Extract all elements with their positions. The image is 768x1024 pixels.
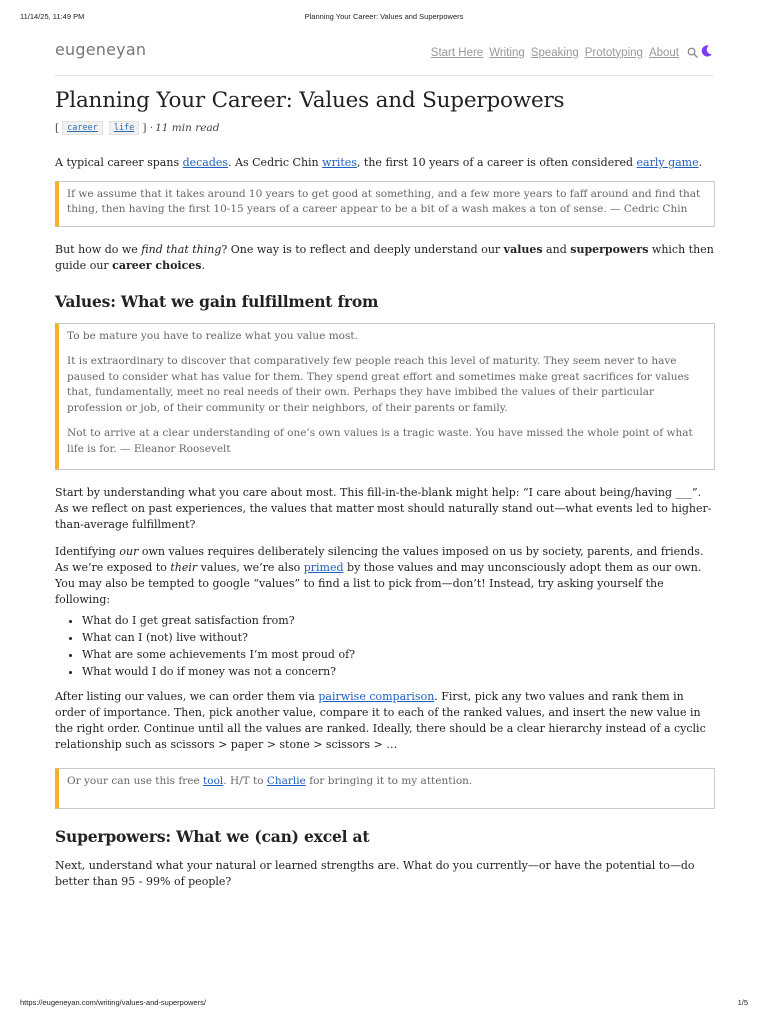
print-page-number: 1/5 [737,998,748,1007]
questions-list [55,613,715,680]
link-charlie[interactable]: Charlie [266,775,306,788]
text-span: by those values and may unconsciously adopt them as our own. You may also be tempted to google “values” to find a list to pick from—don’t! Instead, try asking yourself the following: [55,561,702,607]
text-span: . As Cedric Chin [228,155,323,169]
link-primed[interactable]: primed [303,561,344,575]
text-span: values, we’re also [197,561,304,575]
intro-paragraph [55,155,715,171]
nav-writing[interactable]: Writing [489,46,525,59]
quote-text: If we assume that it takes around 10 years to get good at something, and a few more years to faff around and find that thing, then having the first 10-15 years of a career appear to be a bit of a wash makes a ton of sense. — Cedric Chin [67,187,701,216]
text-span: for bringing it to my attention. [305,775,473,788]
nav-prototyping[interactable]: Prototyping [584,46,643,59]
print-footer [20,998,748,1010]
list-item: • What do I get great satisfaction from? [82,613,715,630]
text-span: But how do we [55,242,142,256]
quote-paragraph: Not to arrive at a clear understanding of one’s own values is a tragic waste. You have missed the whole point of what life is for. — Eleanor Roosevelt [67,427,693,455]
nav-speaking[interactable]: Speaking [530,46,579,59]
nav-about[interactable]: About [648,46,679,59]
bold-text: values [503,242,543,256]
quote-eleanor-roosevelt [55,323,715,471]
article-meta [55,121,715,135]
tag-life[interactable]: life [109,121,139,135]
meta-open-bracket: [ [55,121,60,134]
moon-icon[interactable] [700,43,713,62]
text-span: . [698,155,703,169]
text-span: Identifying [55,545,120,559]
find-that-thing-paragraph [55,242,715,274]
nav-start-here[interactable]: Start Here [430,46,484,59]
section-heading-values: Values: What we gain fulfillment from [55,291,379,311]
site-logo[interactable]: eugeneyan [55,40,147,59]
link-pairwise-comparison[interactable]: pairwise comparison [318,690,435,704]
link-writes[interactable]: writes [322,155,357,169]
article-title: Planning Your Career: Values and Superpowers [55,88,565,113]
site-nav [425,43,713,62]
print-url: https://eugeneyan.com/writing/values-and-superpowers/ [20,998,206,1007]
note-tool [55,768,715,809]
list-item: • What can I (not) live without? [82,630,715,647]
section-heading-superpowers: Superpowers: What we (can) excel at [55,826,370,846]
quote-cedric-chin [55,181,715,227]
link-tool[interactable]: tool [203,775,224,788]
text-span: and [542,242,571,256]
search-icon[interactable] [687,43,698,62]
tag-career[interactable]: career [62,121,103,135]
superpowers-paragraph: Next, understand what your natural or learned strengths are. What do you currently—or have the potential to—do better than 95 - 99% of people? [55,858,695,888]
text-span: After listing our values, we can order them via [55,690,319,704]
text-span: . H/T to [223,775,267,788]
meta-close-bracket: ] · [142,121,154,134]
link-early-game[interactable]: early game [636,155,699,169]
bold-text: superpowers [570,242,649,256]
print-page-title: Planning Your Career: Values and Superpowers [304,12,464,21]
text-span: , the first 10 years of a career is often considered [356,155,637,169]
pairwise-paragraph [55,689,715,753]
emphasis-text: their [170,561,198,575]
bold-text: career choices [112,258,202,272]
read-time: 11 min read [155,121,220,134]
print-header [20,12,748,24]
emphasis-text: our [119,545,139,559]
text-span: own values requires deliberately silencing the values imposed on us by society, parents, and friends. As we’re exposed to [55,545,704,575]
quote-paragraph: It is extraordinary to discover that comparatively few people reach this level of maturity. They seem never to have paused to consider what has value for them. They spend great effort and sometimes make great sacrifices for values that, fundamentally, meet no real needs of their own. Perhaps they have imbibed the values of their particular profession or job, of their community or their neighbors, of their parents or family. [67,355,690,414]
text-span: ? One way is to reflect and deeply understand our [221,242,504,256]
identifying-values-paragraph [55,544,715,608]
text-span: Or your can use this free [67,775,204,788]
list-item: • What are some achievements I’m most proud of? [82,647,715,664]
article [55,88,715,890]
values-paragraph: Start by understanding what you care about most. This fill-in-the-blank might help: “I care about being/having ___”. As we reflect on past experiences, the values that matter most should naturally stand out—what events led to higher-than-average fulfillment? [55,486,712,532]
emphasis-text: find that thing [141,242,222,256]
text-span: which then guide our [55,242,714,272]
list-item: • What would I do if money was not a concern? [82,664,715,681]
text-span: . First, pick any two values and rank them in order of importance. Then, pick another value, compare it to each of the ranked values, and insert the new value in the right order. Continue until all the values are ranked. Ideally, there should be a clear hierarchy instead of a cyclic relationship such as scissors > paper > stone > scissors > … [55,690,706,752]
quote-paragraph: To be mature you have to realize what you value most. [67,329,358,342]
note-text [67,774,704,790]
print-datetime: 11/14/25, 11:49 PM [20,12,85,21]
site-header [55,38,713,76]
text-span: . [201,258,205,272]
link-decades[interactable]: decades [182,155,229,169]
text-span: A typical career spans [55,155,183,169]
